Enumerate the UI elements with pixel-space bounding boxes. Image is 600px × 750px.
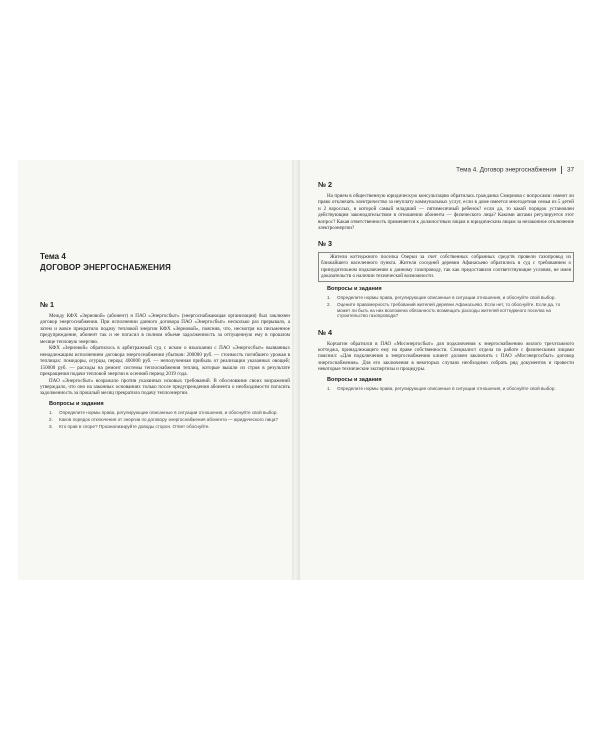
question-item [49, 410, 290, 416]
questions-list [49, 410, 290, 430]
case-paragraph: Между КФХ «Зерновой» (абонент) и ПАО «Энергосбыт» (энергоснабжающая организация) был заключен договор энергоснабжения. При исполнении данного договора ПАО «Энергосбыт» несколько раз прерывало, а затем и вовсе прекратило подачу тепловой энергии КФХ «Зерновой», пояснив, что, несмотря на письменное предупреждение, абонент так и не погасил в полном объеме задолженность за отпущенную ему в прошлом месяце тепловую энергию. [40, 313, 290, 345]
left-content [40, 300, 290, 431]
question-number: 1. [327, 385, 331, 391]
question-item [327, 302, 574, 320]
case-number: № 3 [318, 238, 333, 248]
topic-heading [40, 252, 171, 273]
case-number: № 4 [318, 327, 333, 337]
question-text: Определите нормы права, регулирующие описанные в ситуации отношения, и обоснуйте свой выбор. [337, 385, 556, 391]
left-page [18, 160, 292, 580]
book-gutter [292, 160, 300, 580]
question-text: Оцените правомерность требований жителей деревни Афанасьево. Если нет, то обоснуйте. Если да, то может ли быть на них возложена обязанность возмещать расходы жителей коттеджного поселка на строительство газопровода? [337, 301, 561, 319]
case-paragraph: КФХ «Зерновой» обратилось в арбитражный суд с иском о взыскании с ПАО «Энергосбыт» вызванных ненадлежащим исполнением договора энергоснабжения убытков: 200000 руб. — стоимость погибшего урожая в теплицах: помидоры, огурцы, перцы; 400000 руб. — неполученная прибыль от реализации указанных овощей; 150000 руб. — расходы на ремонт системы теплоснабжения теплиц, которые вышли из строя в результате прекращения подачи тепловой энергии в осенний период 2019 года. [40, 345, 290, 378]
questions-heading: Вопросы и задания [327, 376, 382, 383]
topic-label: Тема 4 [40, 252, 66, 261]
question-item [327, 295, 574, 301]
topic-title: ДОГОВОР ЭНЕРГОСНАБЖЕНИЯ [40, 263, 171, 272]
case-paragraph: Корчагин обратился в ПАО «Мосэнергосбыт» для подключения к энергоснабжению жилого трехэтажного коттеджа, принадлежащего ему на праве собственности. Специалист отдела по работе с физическими лицами пояснил: «Для подключения к энергоснабжению клиент должен заключить с ПАО «Мосэнергосбыт» договор энергоснабжения». Для его заключения в некоторых случаях необходимо собрать ряд документов и провести некоторые технические экспертизы и процедуры. [318, 340, 574, 373]
case-paragraph: На прием в общественную юридическую консультацию обратилась гражданка Смирнова с вопросами: имеют ли право отключать электричество за неуплату коммунальных услуг, если в доме имеется многодетная семья из 5 детей и 2 взрослых, в которой самый младший — пятимесячный ребенок? если да, то какой порядок установлен действующим законодательством в отношении абонента — физического лица? Какими актами регулируется этот вопрос? Какая ответственность применяется к должностным лицам и юридическим лицам за незаконное отключение электроэнергии? [318, 193, 574, 232]
questions-heading: Вопросы и задания [327, 285, 382, 292]
right-content [318, 180, 574, 393]
header-divider [561, 166, 562, 174]
question-number: 2. [327, 301, 331, 307]
questions-list [327, 386, 574, 392]
question-text: Каков порядок отключения от энергии по договору энергоснабжения абонента — юридического лица? [59, 416, 278, 422]
page-number: 37 [566, 166, 574, 174]
running-head-title: Тема 4. Договор энергоснабжения [456, 166, 557, 174]
question-number: 1. [49, 409, 53, 415]
question-item [49, 424, 290, 430]
question-number: 2. [49, 416, 53, 422]
case-number: № 1 [40, 300, 55, 309]
question-text: Определите нормы права, регулирующие описанные в ситуации отношения, и обоснуйте свой выбор. [337, 294, 556, 300]
question-item [49, 417, 290, 423]
running-header [456, 166, 574, 174]
question-number: 3. [49, 424, 53, 430]
question-item [327, 386, 574, 392]
question-number: 1. [327, 294, 331, 300]
question-text: Определите нормы права, регулирующие описанные в ситуации отношения, и обоснуйте свой выбор. [59, 409, 278, 415]
questions-heading: Вопросы и задания [49, 400, 104, 407]
questions-list [327, 295, 574, 320]
question-text: Кто прав в споре? Проанализируйте доводы сторон. Ответ обоснуйте. [59, 424, 210, 430]
right-page [300, 160, 584, 580]
case-paragraph: Жители коттеджного поселка Озерки за счет собственных собранных средств провели газопровод из ближайшего населенного пункта. Жители соседней деревни Афанасьево обратились в суд с требованием о принудительном подключении к данному газопроводу, так как предоставили соответствующие условия, не имея доказательств о наличии технической возможности. [318, 252, 574, 282]
case-number: № 2 [318, 180, 333, 189]
case-paragraph: ПАО «Энергосбыт» возражало против указанных исковых требований. В обоснование своих возражений утверждало, что оно на законных основаниях только после предупреждения абонента о необходимости погасить задолженность за прошлый месяц прекратило подачу теплоэнергии. [40, 377, 290, 397]
